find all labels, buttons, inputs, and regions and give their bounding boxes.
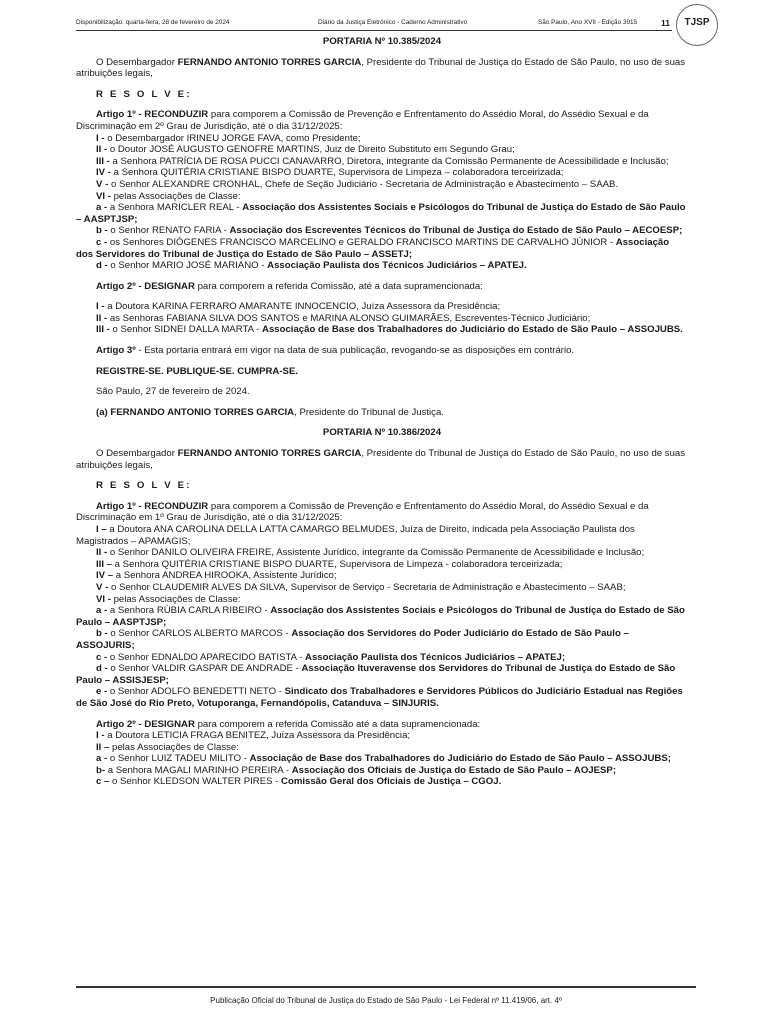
list-item: I - o Desembargador IRINEU JORGE FAVA, como Presidente; [96, 132, 361, 144]
tjsp-seal-icon: TJSP [676, 4, 718, 46]
list-item: I - a Doutora LETICIA FRAGA BENITEZ, Juíza Assessora da Presidência; [96, 730, 411, 742]
signature-line: (a) FERNANDO ANTONIO TORRES GARCIA, Presidente do Tribunal de Justiça. [96, 406, 444, 418]
header-date: Disponibilização: quarta-feira, 28 de fevereiro de 2024 [76, 19, 230, 26]
register-line: REGISTRE-SE. PUBLIQUE-SE. CUMPRA-SE. [96, 365, 299, 377]
list-item: V - o Senhor CLAUDEMIR ALVES DA SILVA, Supervisor de Serviço - Secretaria de Administração e Abastecimento – SAAB; [96, 581, 626, 593]
list-item: VI - pelas Associações de Classe: [96, 190, 241, 202]
article-1: Artigo 1º - RECONDUZIR para comporem a Comissão de Prevenção e Enfrentamento do Assédio Moral, do Assédio Sexual e da Discriminação em 1º Grau de Jurisdição, até o dia 31/12/2025: [76, 500, 649, 524]
article-3: Artigo 3º - Esta portaria entrará em vigor na data de sua publicação, revogando-se as disposições em contrário. [96, 345, 575, 357]
list-item: II - o Doutor JOSÉ AUGUSTO GENOFRE MARTINS, Juiz de Direito Substituto em Segundo Grau; [96, 144, 515, 156]
footer-divider [76, 986, 696, 988]
article-2: Artigo 2º - DESIGNAR para comporem a referida Comissão até a data supramencionada: [96, 718, 481, 730]
list-item: III – a Senhora QUITÉRIA CRISTIANE BISPO DUARTE, Supervisora de Limpeza - colaboradora terceirizada; [96, 558, 563, 570]
page-number: 11 [661, 18, 670, 28]
list-item: d - o Senhor VALDIR GASPAR DE ANDRADE - Associação Ituveravense dos Servidores do Tribunal de Justiça do Estado de São Paulo – ASSISJESP; [76, 663, 676, 686]
list-item: c – o Senhor KLEDSON WALTER PIRES - Comissão Geral dos Oficiais de Justiça – CGOJ. [96, 776, 502, 788]
list-item: II - as Senhoras FABIANA SILVA DOS SANTOS e MARINA ALONSO GUIMARÃES, Escreventes-Técnico Judiciário; [96, 312, 591, 324]
portaria-title: PORTARIA Nº 10.385/2024 [322, 36, 442, 47]
list-item: c - os Senhores DIÓGENES FRANCISCO MARCELINO e GERALDO FRANCISCO MARTINS DE CARVALHO JÚNIOR - Associação dos Servidores do Tribunal de Justiça do Estado de São Paulo – ASSETJ; [76, 236, 670, 260]
document-body [76, 36, 688, 788]
list-item: I – a Doutora ANA CAROLINA DELLA LATTA CAMARGO BELMUDES, Juíza de Direito, indicada pela Associação Paulista dos Magistrados – APAMAGIS; [76, 524, 635, 547]
list-item: b- a Senhora MAGALI MARINHO PEREIRA - Associação dos Oficiais de Justiça do Estado de São Paulo – AOJESP; [96, 764, 617, 776]
portaria-title: PORTARIA Nº 10.386/2024 [322, 427, 442, 439]
date-line: São Paulo, 27 de fevereiro de 2024. [96, 386, 250, 398]
resolve-heading: R E S O L V E: [96, 480, 192, 492]
list-item: III - o Senhor SIDNEI DALLA MARTA - Associação de Base dos Trabalhadores do Judiciário do Estado de São Paulo – ASSOJUBS. [96, 324, 683, 336]
list-item: IV – a Senhora ANDREA HIROOKA, Assistente Jurídico; [96, 570, 337, 582]
list-item: I - a Doutora KARINA FERRARO AMARANTE INNOCENCIO, Juíza Assessora da Presidência; [96, 301, 501, 313]
intro-paragraph: O Desembargador FERNANDO ANTONIO TORRES GARCIA, Presidente do Tribunal de Justiça do Estado de São Paulo, no uso de suas atribuições legais, [76, 448, 686, 471]
list-item: b - o Senhor RENATO FARIA - Associação dos Escreventes Técnicos do Tribunal de Justiça do Estado de São Paulo – AECOESP; [96, 225, 683, 237]
list-item: e - o Senhor ADOLFO BENEDETTI NETO - Sindicato dos Trabalhadores e Servidores Públicos do Judiciário Estadual nas Regiões de São José do Rio Preto, Votuporanga, Fernandópolis, Catanduva – SINJURIS. [76, 686, 683, 709]
list-item: II – pelas Associações de Classe: [96, 741, 239, 753]
list-item: IV - a Senhora QUITÉRIA CRISTIANE BISPO DUARTE, Supervisora de Limpeza – colaboradora terceirizada; [96, 167, 564, 179]
list-item: VI - pelas Associações de Classe: [96, 593, 241, 605]
list-item: a - a Senhora MARICLER REAL - Associação dos Assistentes Sociais e Psicólogos do Tribunal de Justiça do Estado de São Paulo – AASPTJSP; [76, 202, 686, 225]
list-item: a - o Senhor LUIZ TADEU MILITO - Associação de Base dos Trabalhadores do Judiciário do Estado de São Paulo – ASSOJUBS; [96, 753, 671, 765]
list-item: III - a Senhora PATRÍCIA DE ROSA PUCCI CANAVARRO, Diretora, integrante da Comissão Permanente de Acessibilidade e Inclusão; [96, 155, 669, 167]
page-footer: Publicação Oficial do Tribunal de Justiça do Estado de São Paulo - Lei Federal nº 11.419/06, art. 4º [210, 996, 562, 1005]
article-1: Artigo 1º - RECONDUZIR para comporem a Comissão de Prevenção e Enfrentamento do Assédio Moral, do Assédio Sexual e da Discriminação em 2º Grau de Jurisdição, até o dia 31/12/2025: [76, 109, 649, 132]
list-item: a - a Senhora RÚBIA CARLA RIBEIRO - Associação dos Assistentes Sociais e Psicólogos do Tribunal de Justiça do Estado de São Paulo – AASPTJSP; [76, 605, 685, 628]
list-item: d - o Senhor MARIO JOSÉ MARIANO - Associação Paulista dos Técnicos Judiciários – APATEJ. [96, 260, 527, 272]
header-divider [76, 30, 672, 31]
list-item: c - o Senhor EDNALDO APARECIDO BATISTA - Associação Paulista dos Técnicos Judiciários – APATEJ; [96, 651, 566, 663]
header-publication: Diário da Justiça Eletrônico - Caderno Administrativo [318, 19, 468, 26]
resolve-heading: R E S O L V E: [96, 88, 192, 100]
list-item: b - o Senhor CARLOS ALBERTO MARCOS - Associação dos Servidores do Poder Judiciário do Estado de São Paulo – ASSOJURIS; [76, 628, 629, 651]
list-item: II - o Senhor DANILO OLIVEIRA FREIRE, Assistente Jurídico, integrante da Comissão Permanente de Acessibilidade e Inclusão; [96, 547, 645, 559]
header-edition: São Paulo, Ano XVII - Edição 3915 [538, 19, 638, 26]
page-header [0, 0, 757, 40]
article-2: Artigo 2º - DESIGNAR para comporem a referida Comissão, até a data supramencionada: [96, 280, 483, 292]
intro-paragraph: O Desembargador FERNANDO ANTONIO TORRES GARCIA, Presidente do Tribunal de Justiça do Estado de São Paulo, no uso de suas atribuições legais, [76, 56, 686, 80]
list-item: V - o Senhor ALEXANDRE CRONHAL, Chefe de Seção Judiciário - Secretaria de Administração e Abastecimento – SAAB. [96, 178, 619, 190]
